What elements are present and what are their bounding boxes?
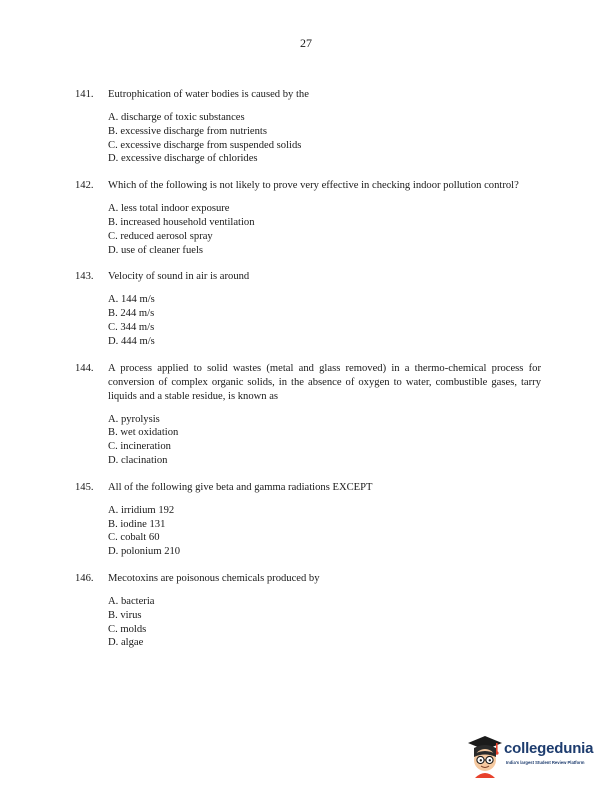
option-c: C. cobalt 60 bbox=[108, 532, 160, 544]
question-number: 145. bbox=[75, 481, 94, 493]
question-142 bbox=[75, 179, 541, 257]
question-143 bbox=[75, 270, 541, 348]
option-d: D. excessive discharge of chlorides bbox=[108, 153, 258, 165]
question-text: A process applied to solid wastes (metal and glass removed) in a thermo-chemical process for conversion of complex organic solids, in the absence of oxygen to water, combustible gases, tarry liquids and a stable residue, is known as bbox=[108, 362, 541, 402]
option-d: D. use of cleaner fuels bbox=[108, 244, 204, 256]
collegedunia-logo[interactable] bbox=[466, 734, 608, 780]
option-d: D. 444 m/s bbox=[108, 335, 155, 347]
option-b: B. iodine 131 bbox=[108, 518, 166, 530]
graduate-mascot-icon bbox=[466, 734, 504, 778]
option-b: B. excessive discharge from nutrients bbox=[108, 125, 267, 137]
option-a: A. discharge of toxic substances bbox=[108, 112, 245, 123]
logo-wordmark: collegedunia bbox=[504, 740, 594, 757]
question-number: 146. bbox=[75, 572, 94, 584]
question-number: 141. bbox=[75, 89, 94, 100]
option-list bbox=[108, 504, 541, 559]
question-146 bbox=[75, 572, 541, 650]
option-a: A. pyrolysis bbox=[108, 413, 160, 425]
option-b: B. virus bbox=[108, 609, 142, 621]
question-list bbox=[75, 88, 541, 650]
option-list bbox=[108, 293, 541, 348]
option-c: C. 344 m/s bbox=[108, 321, 155, 333]
option-d: D. polonium 210 bbox=[108, 546, 181, 558]
option-b: B. 244 m/s bbox=[108, 308, 155, 320]
option-d: D. clacination bbox=[108, 454, 168, 466]
option-b: B. increased household ventilation bbox=[108, 216, 255, 228]
option-list bbox=[108, 111, 541, 166]
question-number: 142. bbox=[75, 180, 94, 192]
option-list bbox=[108, 413, 541, 468]
option-a: A. 144 m/s bbox=[108, 294, 155, 306]
option-b: B. wet oxidation bbox=[108, 427, 179, 439]
option-list bbox=[108, 202, 541, 257]
option-c: C. reduced aerosol spray bbox=[108, 230, 213, 242]
question-text: All of the following give beta and gamma radiations EXCEPT bbox=[108, 481, 373, 493]
option-a: A. less total indoor exposure bbox=[108, 203, 230, 215]
question-text: Mecotoxins are poisonous chemicals produced by bbox=[108, 572, 320, 584]
question-144 bbox=[75, 362, 541, 468]
option-c: C. incineration bbox=[108, 441, 171, 453]
option-d: D. algae bbox=[108, 637, 144, 649]
option-list bbox=[108, 595, 541, 650]
option-c: C. molds bbox=[108, 623, 147, 635]
option-a: A. irridium 192 bbox=[108, 504, 175, 516]
question-text: Velocity of sound in air is around bbox=[108, 271, 250, 283]
option-c: C. excessive discharge from suspended solids bbox=[108, 139, 302, 151]
question-number: 144. bbox=[75, 362, 94, 374]
question-145 bbox=[75, 481, 541, 559]
question-text: Eutrophication of water bodies is caused by the bbox=[108, 89, 309, 100]
question-number: 143. bbox=[75, 271, 94, 283]
page-number: 27 bbox=[300, 36, 312, 50]
question-text: Which of the following is not likely to prove very effective in checking indoor pollution control? bbox=[108, 180, 519, 192]
option-a: A. bacteria bbox=[108, 595, 155, 607]
logo-tagline: India's largest Student Review Platform bbox=[506, 760, 585, 765]
question-141 bbox=[75, 88, 541, 166]
